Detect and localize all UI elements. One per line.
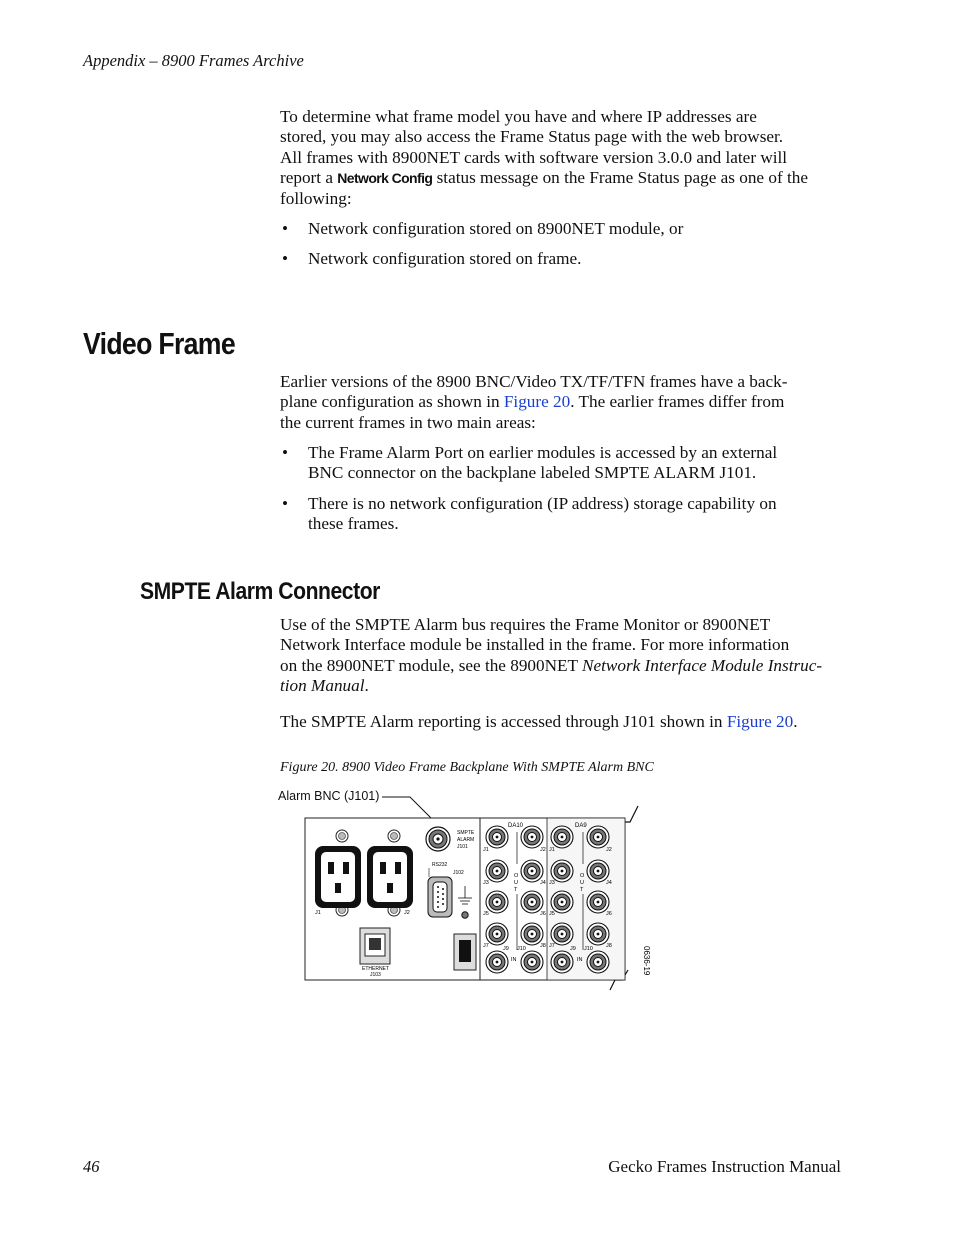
rs232-connector [428,877,452,917]
bnc-connector [587,923,609,945]
page-number: 46 [83,1157,100,1176]
bnc-connector [587,826,609,848]
power-connector-j2 [367,846,413,908]
intro-line: To determine what frame model you have and where IP addresses are [280,107,757,126]
intro-line: report a Network Config status message on the Frame Status page as one of the [280,168,808,188]
callout-label: Alarm BNC (J101) [278,789,380,803]
bnc-connector [551,891,573,913]
figure-20-link[interactable]: Figure 20 [726,712,794,731]
bnc-connector [551,826,573,848]
smpte-paragraph-2: The SMPTE Alarm reporting is accessed through J101 shown in Figure 20. [280,712,798,731]
bnc-connector [551,951,573,973]
svg-text:J103: J103 [370,972,381,978]
bnc-connector [551,923,573,945]
svg-text:J3: J3 [549,880,555,886]
svg-text:J7: J7 [483,943,489,949]
svg-text:J5: J5 [549,911,555,917]
section-heading-video-frame: Video Frame [83,326,235,361]
power-connector-j1 [315,846,361,908]
section-heading-smpte-alarm: SMPTE Alarm Connector [140,578,380,605]
svg-text:T: T [580,887,584,893]
svg-text:J6: J6 [606,911,612,917]
svg-text:O: O [514,873,519,879]
svg-text:J1: J1 [483,847,489,853]
figure-20-link[interactable]: Figure 20 [503,392,571,412]
svg-text:U: U [580,880,584,886]
svg-text:J9: J9 [570,946,576,952]
figure-caption: Figure 20. 8900 Video Frame Backplane With SMPTE Alarm BNC [280,760,654,775]
dip-switch [454,934,476,970]
svg-text:J8: J8 [606,943,612,949]
svg-text:J5: J5 [483,911,489,917]
svg-text:J6: J6 [540,911,546,917]
svg-text:SMPTE: SMPTE [457,830,475,836]
bnc-connector [521,951,543,973]
bnc-connector [486,826,508,848]
running-header: Appendix – 8900 Frames Archive [83,51,304,70]
svg-text:J4: J4 [606,880,612,886]
svg-text:J4: J4 [540,880,546,886]
svg-text:ALARM: ALARM [457,837,475,843]
bnc-connector [551,860,573,882]
smpte-paragraph-1: Use of the SMPTE Alarm bus requires the Frame Monitor or 8900NET Network Interface module be installed in the frame. For more information on the 8900NET module, see the 8900NET Network Interface Module Instruc- tion Manual. [280,615,823,696]
svg-text:DA9: DA9 [575,823,587,829]
svg-text:J10: J10 [517,946,526,952]
svg-text:J102: J102 [453,870,464,876]
svg-text:J1: J1 [549,847,555,853]
network-config-code: Network Config [337,170,433,187]
intro-line: following: [280,188,352,208]
bnc-connector [521,923,543,945]
svg-text:J2: J2 [606,847,612,853]
figure-number: 0636-19 [642,946,651,976]
bnc-connector [587,860,609,882]
svg-text:O: O [580,873,585,879]
svg-text:ETHERNET: ETHERNET [362,966,389,972]
svg-text:IN: IN [577,957,583,963]
svg-text:T: T [514,887,518,893]
bnc-connector [587,891,609,913]
svg-text:DA10: DA10 [508,823,524,829]
video-frame-paragraph: Earlier versions of the 8900 BNC/Video TX/TF/TFN frames have a back- plane configuration as shown in Figure 20. The earlier frames differ from the current frames in two main areas: [280,372,788,432]
led-indicator [462,912,468,918]
svg-text:J10: J10 [584,946,593,952]
svg-text:J1: J1 [315,910,321,916]
bnc-connector [486,951,508,973]
bnc-connector [521,826,543,848]
svg-text:J2: J2 [404,910,410,916]
svg-text:J8: J8 [540,943,546,949]
svg-text:J9: J9 [503,946,509,952]
footer-manual-title: Gecko Frames Instruction Manual [608,1157,841,1176]
bnc-connector [486,891,508,913]
smpte-alarm-bnc [426,827,450,851]
ethernet-connector [360,928,390,964]
svg-text:J101: J101 [457,844,468,850]
bnc-connector [521,860,543,882]
svg-text:J2: J2 [540,847,546,853]
svg-text:U: U [514,880,518,886]
intro-line: stored, you may also access the Frame Status page with the web browser. [280,127,784,147]
bnc-connector [521,891,543,913]
svg-text:J7: J7 [549,943,555,949]
bnc-connector [486,923,508,945]
bnc-connector [587,951,609,973]
svg-text:RS232: RS232 [432,862,448,868]
backplane-figure [270,782,670,997]
intro-paragraph [280,107,846,209]
intro-line: All frames with 8900NET cards with software version 3.0.0 and later will [280,147,788,167]
bnc-connector [486,860,508,882]
svg-text:J3: J3 [483,880,489,886]
svg-text:IN: IN [511,957,517,963]
